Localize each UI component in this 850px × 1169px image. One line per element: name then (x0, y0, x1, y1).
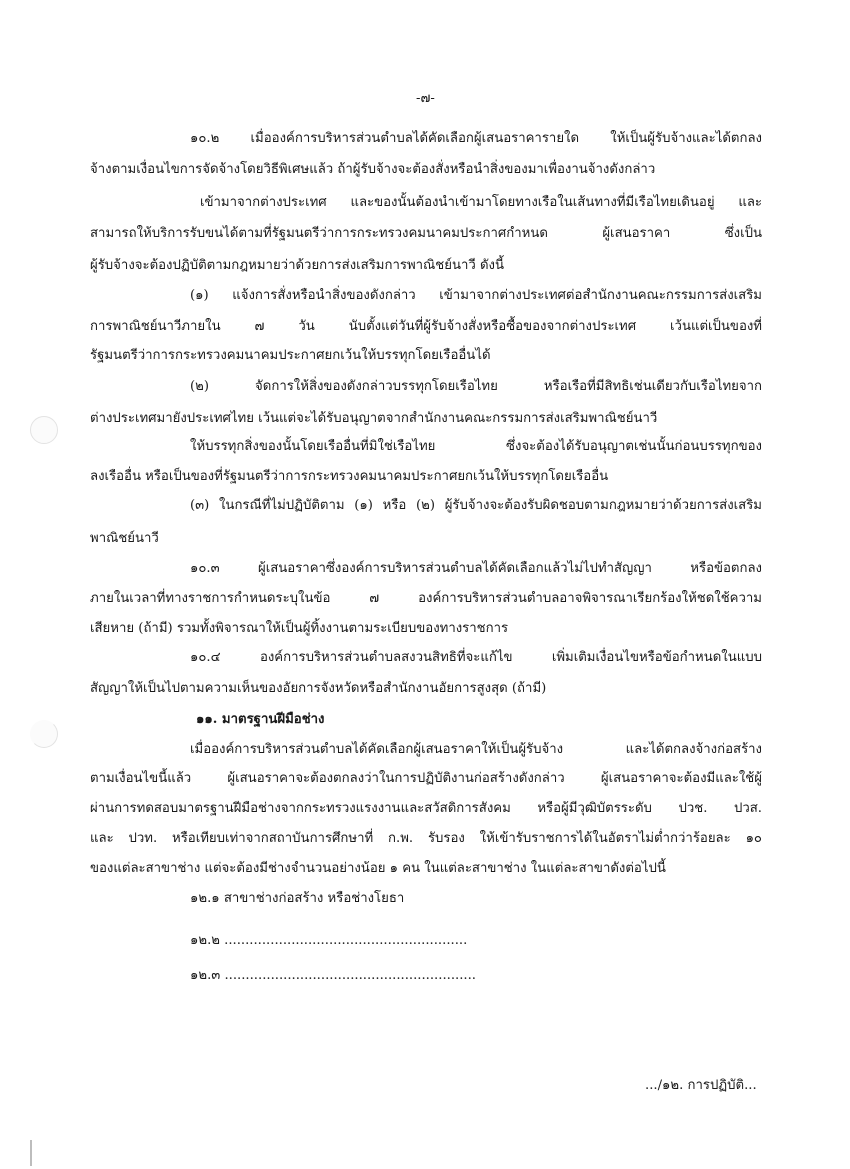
paragraph-line: สามารถให้บริการรับขนได้ตามที่รัฐมนตรีว่าการกระทรวงคมนาคมประกาศกำหนด ผู้เสนอราคา ซึ่งเป็น (90, 226, 762, 241)
paragraph-line: ผ่านการทดสอบมาตรฐานฝีมือช่างจากกระทรวงแรงงานและสวัสดิการสังคม หรือผู้มีวุฒิบัตรระดับ ปวช. ปวส. (90, 801, 762, 816)
paragraph-line: การพาณิชย์นาวีภายใน ๗ วัน นับตั้งแต่วันที่ผู้รับจ้างสั่งหรือซื้อของจากต่างประเทศ เว้นแต่เป็นของที่ (90, 319, 762, 334)
paragraph-line: ของแต่ละสาขาช่าง แต่จะต้องมีช่างจำนวนอย่างน้อย ๑ คน ในแต่ละสาขาช่าง ในแต่ละสาขาดังต่อไปนี้ (90, 861, 666, 876)
paragraph-line: เสียหาย (ถ้ามี) รวมทั้งพิจารณาให้เป็นผู้ทิ้งงานตามระเบียบของทางราชการ (90, 621, 509, 636)
binder-hole-bottom (30, 720, 58, 748)
paragraph-line: (๒) จัดการให้สิ่งของดังกล่าวบรรทุกโดยเรือไทย หรือเรือที่มีสิทธิเช่นเดียวกับเรือไทยจาก (190, 379, 762, 394)
paragraph-line: ผู้รับจ้างจะต้องปฏิบัติตามกฎหมายว่าด้วยการส่งเสริมการพาณิชย์นาวี ดังนี้ (90, 258, 504, 273)
paragraph-line: (๓) ในกรณีที่ไม่ปฏิบัติตาม (๑) หรือ (๒) ผู้รับจ้างจะต้องรับผิดชอบตามกฎหมายว่าด้วยการส่งเสริม (190, 498, 762, 513)
paragraph-line: รัฐมนตรีว่าการกระทรวงคมนาคมประกาศยกเว้นให้บรรทุกโดยเรืออื่นได้ (90, 348, 491, 363)
paragraph-line: เข้ามาจากต่างประเทศ และของนั้นต้องนำเข้ามาโดยทางเรือในเส้นทางที่มีเรือไทยเดินอยู่ และ (200, 195, 762, 210)
paragraph-line: เมื่อองค์การบริหารส่วนตำบลได้คัดเลือกผู้เสนอราคาให้เป็นผู้รับจ้าง และได้ตกลงจ้างก่อสร้าง (190, 742, 762, 757)
paragraph-line: ๑๐.๓ ผู้เสนอราคาซึ่งองค์การบริหารส่วนตำบลได้คัดเลือกแล้วไม่ไปทำสัญญา หรือข้อตกลง (190, 561, 762, 576)
paragraph-line: และ ปวท. หรือเทียบเท่าจากสถาบันการศึกษาที่ ก.พ. รับรอง ให้เข้ารับราชการได้ในอัตราไม่ต่ำกว่าร้อยละ ๑๐ (90, 831, 762, 846)
page-edge-mark (30, 1140, 32, 1166)
paragraph-line: ตามเงื่อนไขนี้แล้ว ผู้เสนอราคาจะต้องตกลงว่าในการปฏิบัติงานก่อสร้างดังกล่าว ผู้เสนอราคาจะต้องมีและใช้ผู้ (90, 771, 762, 786)
continuation-note: .../๑๒. การปฏิบัติ... (645, 1078, 757, 1093)
paragraph-line: ต่างประเทศมายังประเทศไทย เว้นแต่จะได้รับอนุญาตจากสำนักงานคณะกรรมการส่งเสริมพาณิชย์นาวี (90, 411, 658, 426)
paragraph-line: สัญญาให้เป็นไปตามความเห็นของอัยการจังหวัดหรือสำนักงานอัยการสูงสุด (ถ้ามี) (90, 681, 547, 696)
paragraph-line: ภายในเวลาที่ทางราชการกำหนดระบุในข้อ ๗ องค์การบริหารส่วนตำบลอาจพิจารณาเรียกร้องให้ชดใช้ความ (90, 591, 762, 606)
paragraph-line: พาณิชย์นาวี (90, 531, 159, 546)
paragraph-line: (๑) แจ้งการสั่งหรือนำสิ่งของดังกล่าว เข้ามาจากต่างประเทศต่อสำนักงานคณะกรรมการส่งเสริม (190, 288, 762, 303)
list-item-blank: ๑๒.๓ ............................................................ (190, 968, 476, 983)
paragraph-line: จ้างตามเงื่อนไขการจัดจ้างโดยวิธีพิเศษแล้ว ถ้าผู้รับจ้างจะต้องสั่งหรือนำสิ่งของมาเพื่องานจ้างดังกล่าว (90, 162, 656, 177)
page-number: -๗- (416, 91, 435, 106)
binder-hole-top (30, 416, 58, 444)
paragraph-line: ๑๐.๒ เมื่อองค์การบริหารส่วนตำบลได้คัดเลือกผู้เสนอราคารายใด ให้เป็นผู้รับจ้างและได้ตกลง (190, 131, 762, 146)
paragraph-line: ลงเรืออื่น หรือเป็นของที่รัฐมนตรีว่าการกระทรวงคมนาคมประกาศยกเว้นให้บรรทุกโดยเรืออื่น (90, 469, 609, 484)
section-heading: ๑๑. มาตรฐานฝีมือช่าง (196, 712, 325, 727)
list-item: ๑๒.๑ สาขาช่างก่อสร้าง หรือช่างโยธา (190, 891, 405, 906)
paragraph-line: ให้บรรทุกสิ่งของนั้นโดยเรืออื่นที่มิใช่เรือไทย ซึ่งจะต้องได้รับอนุญาตเช่นนั้นก่อนบรรทุกของ (190, 439, 762, 454)
list-item-blank: ๑๒.๒ .......................................................... (190, 933, 468, 948)
paragraph-line: ๑๐.๔ องค์การบริหารส่วนตำบลสงวนสิทธิที่จะแก้ไข เพิ่มเติมเงื่อนไขหรือข้อกำหนดในแบบ (190, 650, 762, 665)
